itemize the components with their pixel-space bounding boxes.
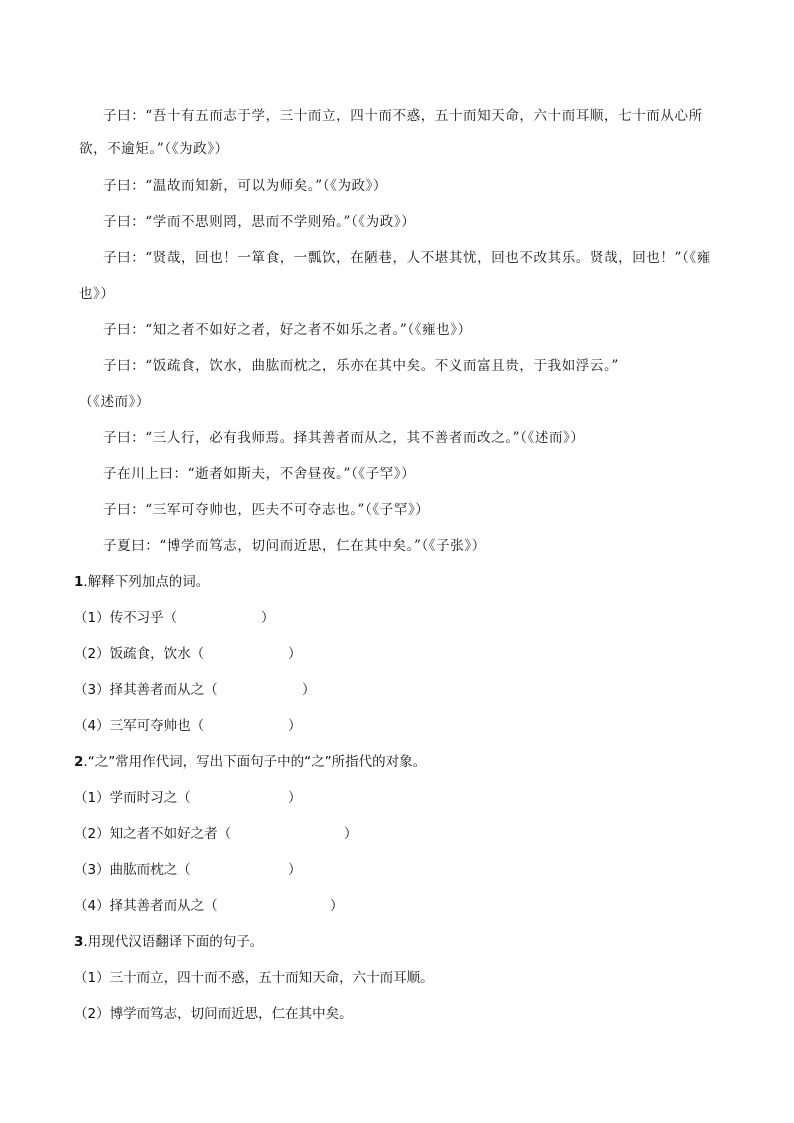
answer-blank-close: ） bbox=[288, 718, 302, 734]
passage-line: 子曰：“三人行，必有我师焉。择其善者而从之，其不善者而改之。”（《述而》） bbox=[103, 430, 585, 446]
question-2-item bbox=[74, 824, 358, 844]
passage-line: 也》） bbox=[79, 286, 115, 302]
question-2-item bbox=[74, 788, 302, 808]
item-label: （2）知之者不如好之者（ bbox=[74, 826, 232, 842]
passage-line: 子曰：“吾十有五而志于学，三十而立，四十而不惑，五十而知天命，六十而耳顺，七十而从心所 bbox=[103, 108, 703, 124]
question-1-item bbox=[74, 644, 302, 664]
question-number: 1 bbox=[74, 574, 84, 590]
answer-blank-close: ） bbox=[261, 610, 275, 626]
question-1-item bbox=[74, 608, 275, 628]
question-2-heading bbox=[74, 752, 426, 772]
answer-blank-close: ） bbox=[288, 790, 302, 806]
passage-line: 子在川上曰：“逝者如斯夫，不舍昼夜。”（《子罕》） bbox=[103, 466, 416, 482]
answer-blank-close: ） bbox=[344, 826, 358, 842]
item-label: （1）学而时习之（ bbox=[74, 790, 191, 806]
question-text: .“之”常用作代词，写出下面句子中的“之”所指代的对象。 bbox=[83, 754, 427, 770]
passage-line: 子曰：“学而不思则罔，思而不学则殆。”（《为政》） bbox=[103, 214, 416, 230]
question-text: .解释下列加点的词。 bbox=[83, 574, 210, 590]
passage-line: 子曰：“贤哉，回也！一箪食，一瓢饮，在陋巷，人不堪其忧，回也不改其乐。贤哉，回也！”（《雍 bbox=[103, 250, 711, 266]
passage-line: 子曰：“三军可夺帅也，匹夫不可夺志也。”（《子罕》） bbox=[103, 502, 430, 518]
passage-line: 子夏曰：“博学而笃志，切问而近思，仁在其中矣。”（《子张》） bbox=[103, 538, 486, 554]
answer-blank-close: ） bbox=[288, 646, 302, 662]
question-number: 3 bbox=[74, 934, 84, 950]
item-label: （2）饭疏食，饮水（ bbox=[74, 646, 205, 662]
item-label: （4）三军可夺帅也（ bbox=[74, 718, 205, 734]
question-1-item bbox=[74, 716, 302, 736]
question-3-heading bbox=[74, 932, 263, 952]
item-label: （3）曲肱而枕之（ bbox=[74, 862, 191, 878]
question-2-item bbox=[74, 896, 344, 916]
passage-line: 子曰：“饭疏食，饮水，曲肱而枕之，乐亦在其中矣。不义而富且贵，于我如浮云。” bbox=[103, 358, 619, 374]
answer-blank-close: ） bbox=[302, 682, 316, 698]
passage-line: 子曰：“知之者不如好之者，好之者不如乐之者。”（《雍也》） bbox=[103, 322, 472, 338]
question-number: 2 bbox=[74, 754, 84, 770]
answer-blank-close: ） bbox=[330, 898, 344, 914]
question-text: .用现代汉语翻译下面的句子。 bbox=[83, 934, 264, 950]
answer-blank-close: ） bbox=[288, 862, 302, 878]
question-3-item: （2）博学而笃志，切问而近思，仁在其中矣。 bbox=[74, 1006, 353, 1022]
item-label: （4）择其善者而从之（ bbox=[74, 898, 218, 914]
passage-line: 子曰：“温故而知新，可以为师矣。”（《为政》） bbox=[103, 178, 388, 194]
passage-line: 欲，不逾矩。”（《为政》） bbox=[79, 141, 229, 157]
question-3-item: （1）三十而立，四十而不惑，五十而知天命，六十而耳顺。 bbox=[74, 970, 434, 986]
passage-line: （《述而》） bbox=[79, 394, 151, 410]
question-1-item bbox=[74, 680, 316, 700]
item-label: （3）择其善者而从之（ bbox=[74, 682, 218, 698]
item-label: （1）传不习乎（ bbox=[74, 610, 178, 626]
question-1-heading bbox=[74, 572, 209, 592]
question-2-item bbox=[74, 860, 302, 880]
